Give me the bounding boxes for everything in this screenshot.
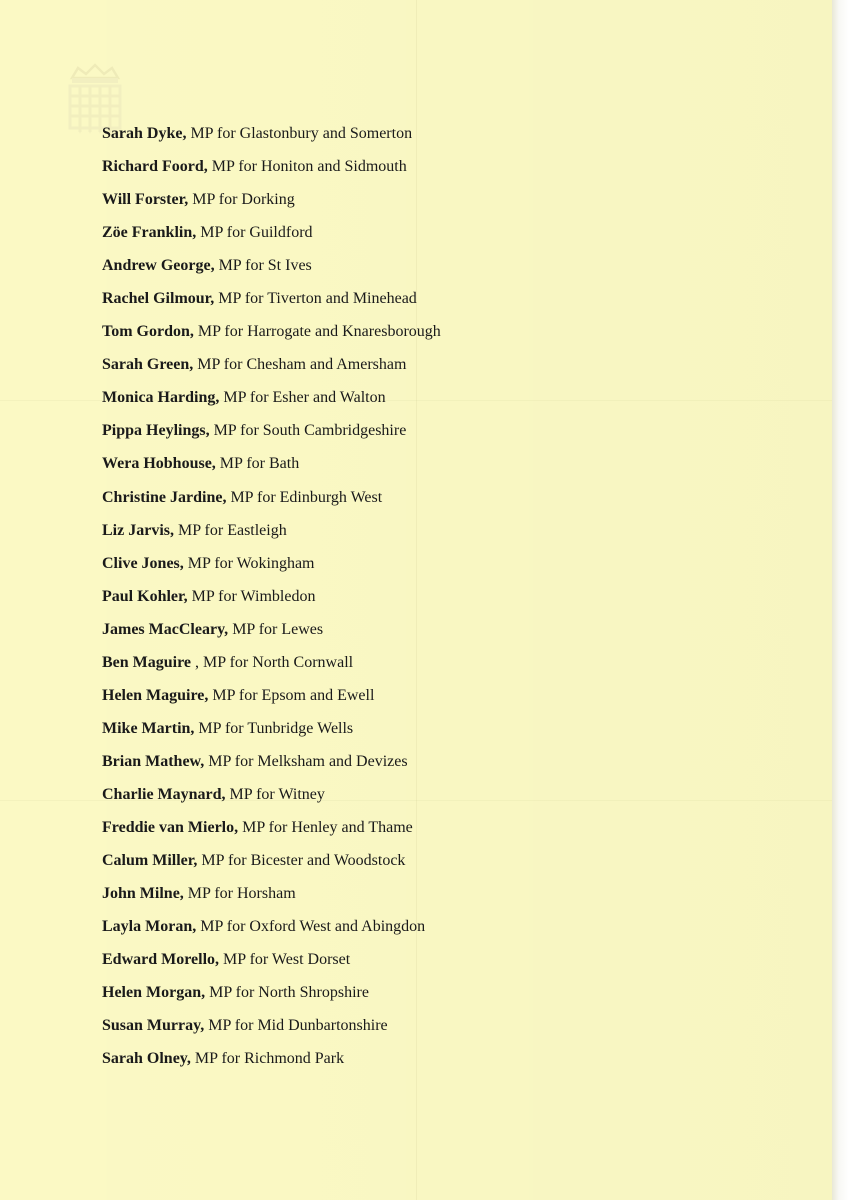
constituency: MP for Dorking — [192, 191, 295, 209]
signatory-name: Helen Maguire, — [102, 686, 209, 704]
signatory-name: Charlie Maynard, — [102, 785, 226, 803]
signatory-entry — [102, 1048, 441, 1081]
signatory-name: Liz Jarvis, — [102, 521, 174, 539]
signatory-entry — [102, 751, 441, 784]
signatory-name: Richard Foord, — [102, 158, 208, 176]
signatory-entry — [102, 817, 441, 850]
signatory-entry — [102, 652, 441, 685]
signatory-name: Sarah Dyke, — [102, 125, 187, 142]
constituency: MP for Guildford — [200, 224, 313, 242]
signatory-name: Zöe Franklin, — [102, 224, 197, 242]
constituency: MP for Chesham and Amersham — [197, 356, 407, 374]
signatory-name: Andrew George, — [102, 257, 215, 275]
constituency: MP for Lewes — [232, 620, 324, 638]
constituency: MP for Harrogate and Knaresborough — [197, 323, 441, 341]
constituency: MP for Oxford West and Abingdon — [200, 918, 426, 936]
signatory-name: Christine Jardine, — [102, 488, 227, 506]
constituency: MP for Bath — [219, 455, 300, 473]
signatory-name: Pippa Heylings, — [102, 422, 210, 440]
signatory-entry — [102, 420, 441, 453]
signatory-entry — [102, 453, 441, 486]
signatory-list — [102, 123, 441, 1081]
signatory-name: Brian Mathew, — [102, 752, 205, 770]
constituency: MP for Edinburgh West — [230, 488, 383, 506]
signatory-entry — [102, 916, 441, 949]
signatory-entry — [102, 1015, 441, 1048]
signatory-name: Tom Gordon, — [102, 323, 194, 341]
constituency: MP for Honiton and Sidmouth — [211, 158, 407, 176]
signatory-name: Sarah Olney, — [102, 1050, 191, 1068]
signatory-entry — [102, 487, 441, 520]
signatory-entry — [102, 685, 441, 718]
constituency: MP for Tiverton and Minehead — [218, 290, 417, 308]
constituency: MP for Richmond Park — [194, 1050, 345, 1068]
signatory-name: Helen Morgan, — [102, 984, 206, 1002]
signatory-entry — [102, 520, 441, 553]
signatory-name: Paul Kohler, — [102, 587, 188, 605]
signatory-entry — [102, 850, 441, 883]
scan-edge — [832, 0, 849, 1200]
constituency: MP for St Ives — [218, 257, 312, 275]
signatory-entry — [102, 949, 441, 982]
signatory-entry — [102, 982, 441, 1015]
signatory-name: Mike Martin, — [102, 719, 195, 737]
signatory-name: Layla Moran, — [102, 918, 197, 936]
constituency: MP for Tunbridge Wells — [198, 719, 354, 737]
signatory-name: Will Forster, — [102, 191, 189, 209]
signatory-name: Clive Jones, — [102, 554, 184, 572]
signatory-name: Rachel Gilmour, — [102, 290, 215, 308]
constituency: MP for Horsham — [187, 885, 296, 903]
signatory-name: Calum Miller, — [102, 852, 198, 870]
signatory-entry — [102, 586, 441, 619]
constituency: MP for Wokingham — [187, 554, 315, 572]
constituency: MP for Henley and Thame — [242, 818, 413, 836]
signatory-entry — [102, 288, 441, 321]
constituency: MP for Epsom and Ewell — [212, 686, 375, 704]
signatory-name: Monica Harding, — [102, 389, 220, 407]
signatory-name: James MacCleary, — [102, 620, 229, 638]
signatory-name: Susan Murray, — [102, 1017, 205, 1035]
signatory-entry — [102, 354, 441, 387]
constituency: MP for Melksham and Devizes — [208, 752, 408, 770]
signatory-name: Ben Maguire — [102, 653, 192, 671]
constituency: MP for Bicester and Woodstock — [201, 852, 406, 870]
constituency: MP for North Shropshire — [209, 984, 369, 1002]
constituency: MP for Esher and Walton — [223, 389, 386, 407]
signatory-entry — [102, 123, 441, 156]
signatory-name: Wera Hobhouse, — [102, 455, 216, 473]
signatory-name: Edward Morello, — [102, 951, 220, 969]
signatory-entry — [102, 619, 441, 652]
signatory-entry — [102, 255, 441, 288]
constituency: MP for West Dorset — [223, 951, 351, 969]
signatory-entry — [102, 553, 441, 586]
constituency: MP for Eastleigh — [178, 521, 287, 539]
signatory-entry — [102, 718, 441, 751]
constituency: MP for Mid Dunbartonshire — [208, 1017, 388, 1035]
signatory-name: Sarah Green, — [102, 356, 194, 374]
signatory-entry — [102, 189, 441, 222]
constituency: MP for Glastonbury and Somerton — [190, 125, 413, 142]
signatory-entry — [102, 156, 441, 189]
signatory-entry — [102, 222, 441, 255]
signatory-name: John Milne, — [102, 885, 184, 903]
constituency: MP for Witney — [229, 785, 325, 803]
signatory-entry — [102, 883, 441, 916]
constituency: , MP for North Cornwall — [195, 653, 354, 671]
signatory-entry — [102, 387, 441, 420]
signatory-entry — [102, 321, 441, 354]
constituency: MP for South Cambridgeshire — [213, 422, 407, 440]
signatory-entry — [102, 784, 441, 817]
constituency: MP for Wimbledon — [191, 587, 316, 605]
signatory-name: Freddie van Mierlo, — [102, 818, 239, 836]
